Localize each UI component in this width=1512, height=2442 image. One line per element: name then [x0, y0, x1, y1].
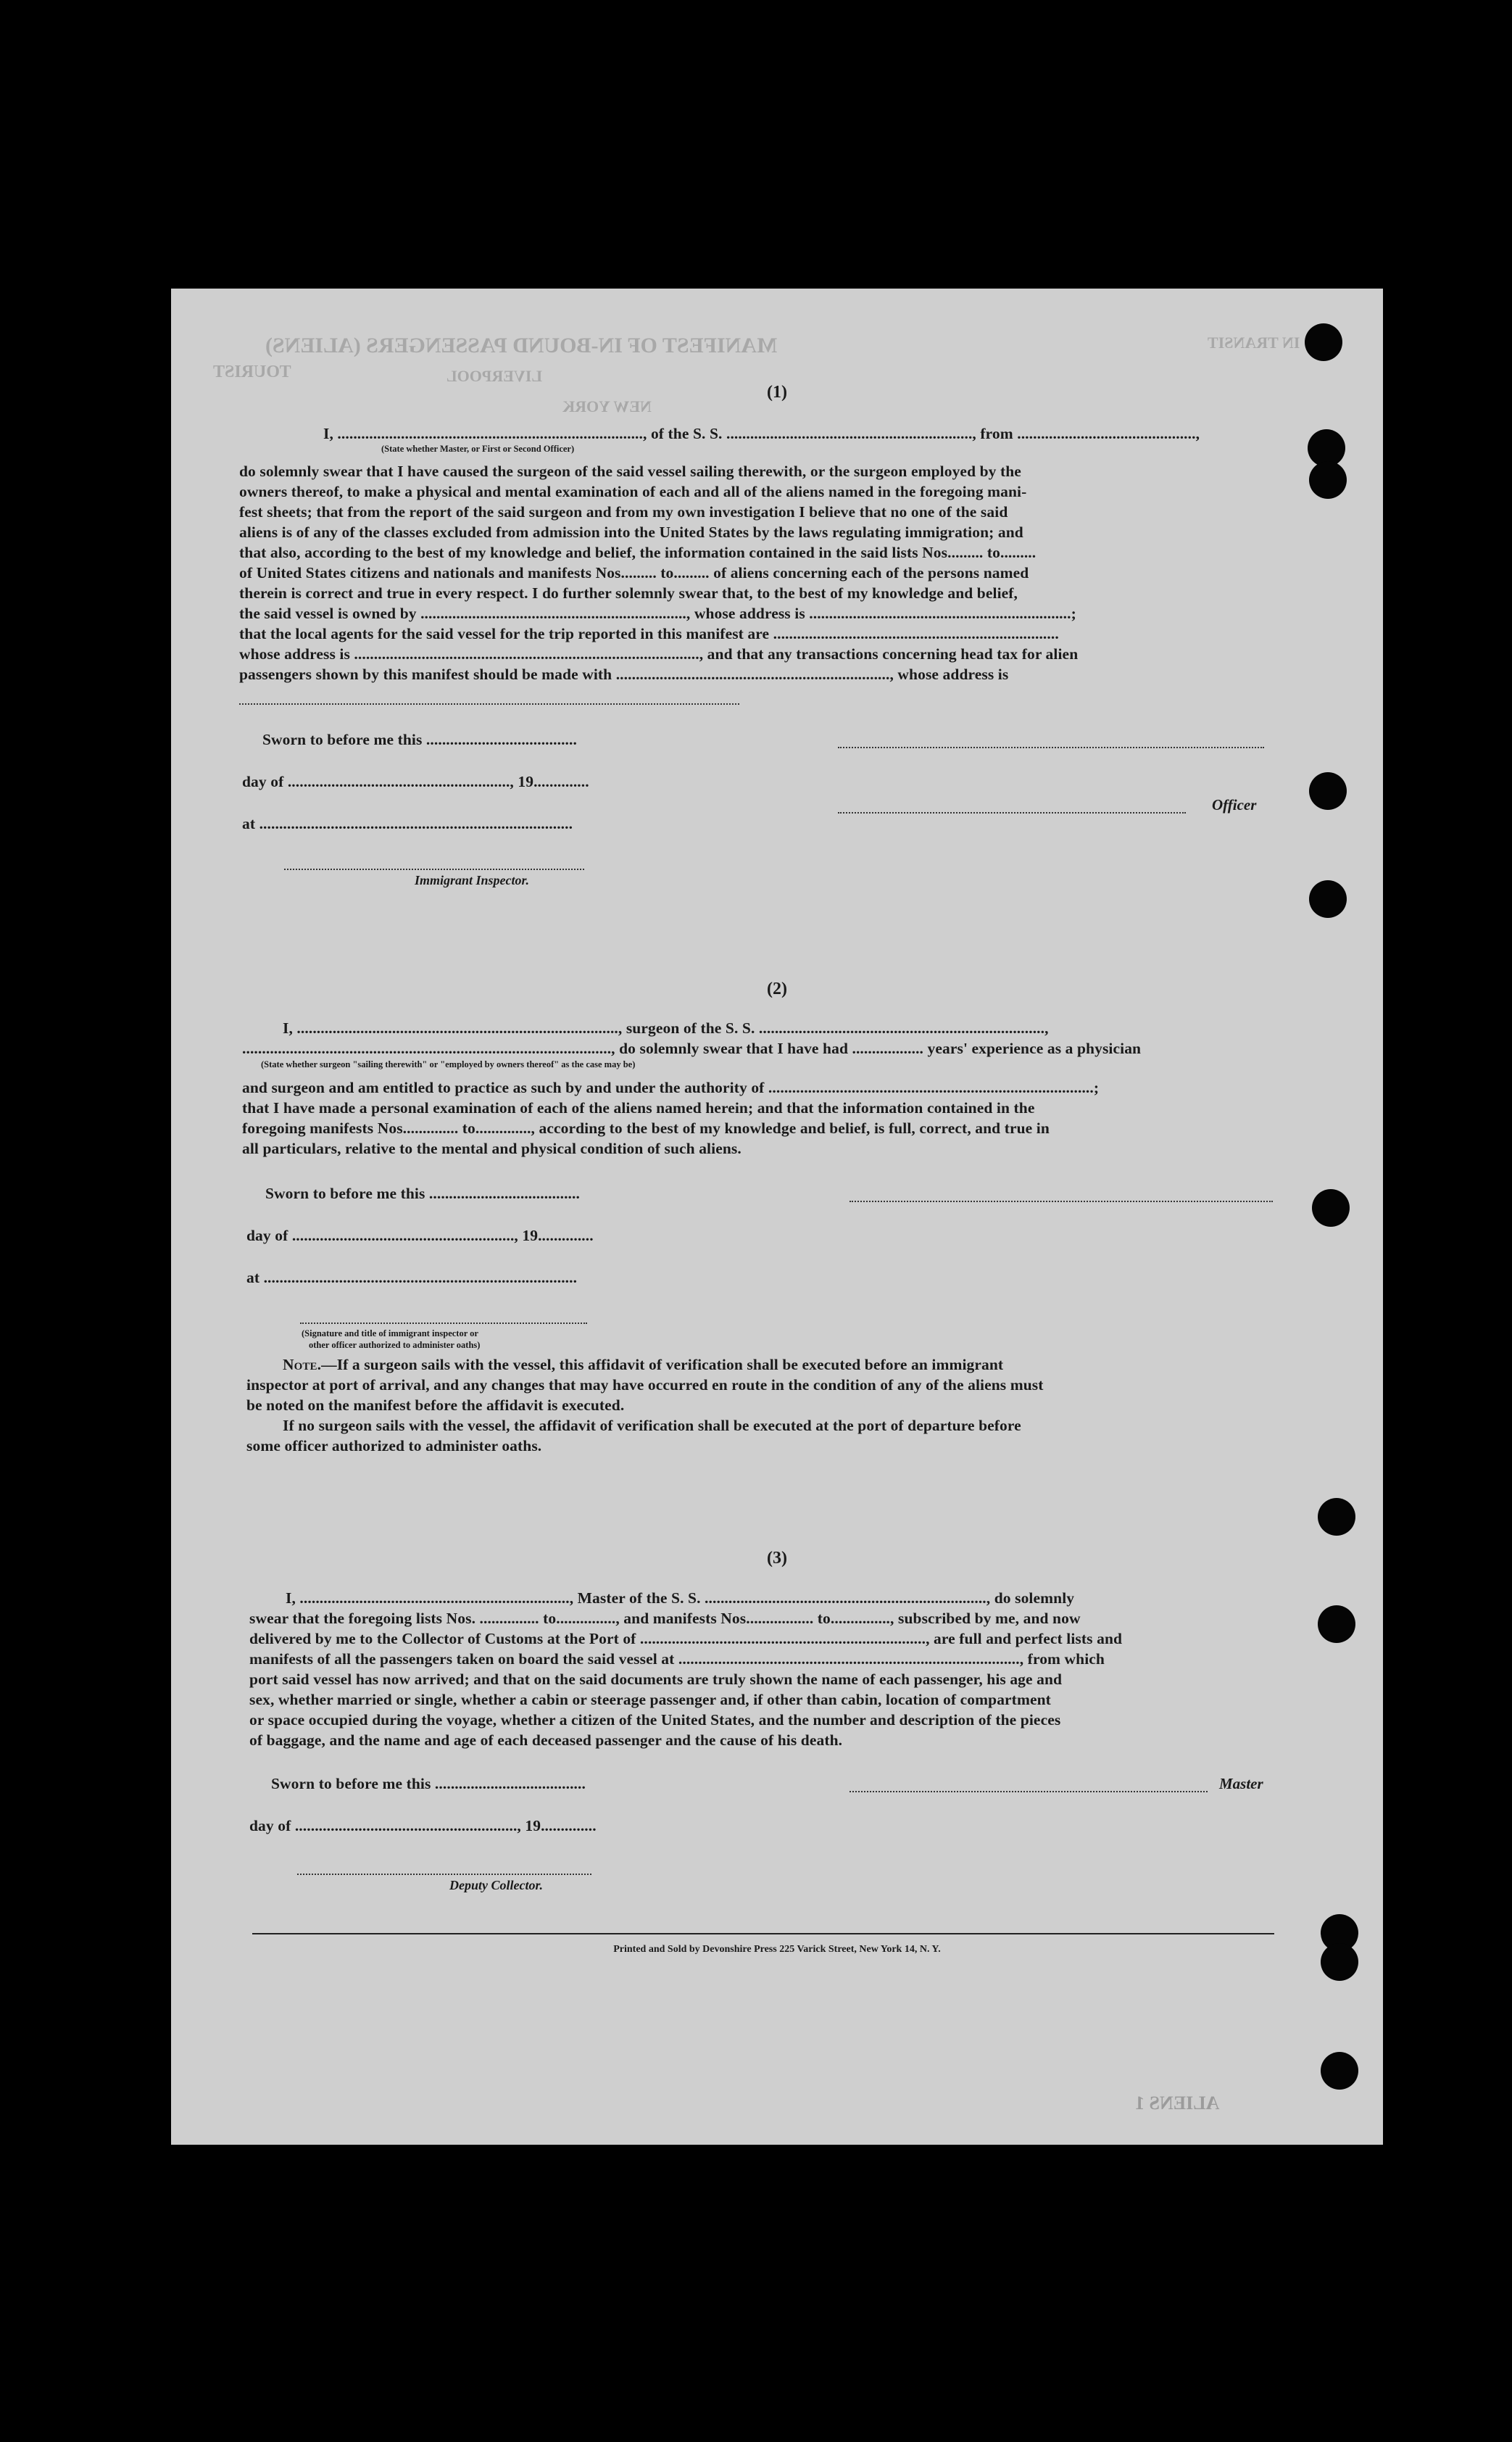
section1-body-line: whose address is ......................................................................................., and that any transactions concerning head tax for alien [239, 645, 1079, 663]
printer-imprint: Printed and Sold by Devonshire Press 225 Varick Street, New York 14, N. Y. [613, 1944, 941, 1955]
section3-body-line: swear that the foregoing lists Nos. ............... to..............., and manifests Nos................. to..............., subscribed by me, and now [249, 1610, 1081, 1627]
section3-body-line: delivered by me to the Collector of Customs at the Port of ........................................................................, are full and perfect lists and [249, 1630, 1123, 1647]
punch-hole [1309, 772, 1347, 810]
section3-body-line: manifests of all the passengers taken on board the said vessel at ......................................................................................, from which [249, 1650, 1105, 1668]
section2-note: (State whether surgeon "sailing therewith" or "employed by owners thereof" as the case may be) [261, 1059, 636, 1069]
section3-collector-line [297, 1874, 591, 1875]
section1-note: (State whether Master, or First or Second Officer) [381, 444, 575, 454]
section1-body-line: that the local agents for the said vessel for the trip reported in this manifest are ........................................................................ [239, 625, 1059, 642]
section3-master-line [850, 1791, 1208, 1792]
section3-sworn: Sworn to before me this ...................................... [271, 1775, 586, 1792]
section2-number: (2) [767, 980, 787, 998]
section2-note-line [283, 1356, 1003, 1374]
section2-at: at ............................................................................... [246, 1269, 578, 1286]
section3-body-line: port said vessel has now arrived; and that on the said documents are truly shown the name of each passenger, his age and [249, 1671, 1063, 1688]
section1-day: day of ........................................................, 19.............. [242, 773, 589, 790]
bleed-through-port: NEW YORK [562, 397, 652, 415]
section1-inspector-line [284, 869, 584, 870]
section1-body-line: aliens is of any of the classes excluded from admission into the United States by the laws regulating immigration; and [239, 523, 1023, 541]
note-label: Note. [283, 1356, 322, 1373]
punch-hole [1312, 1189, 1350, 1227]
punch-hole [1318, 1605, 1355, 1643]
section1-officer-label: Officer [1212, 796, 1257, 814]
bleed-through-class: TOURIST [213, 363, 291, 381]
section3-number: (3) [767, 1549, 787, 1568]
punch-hole [1321, 2052, 1358, 2090]
bleed-through-title: MANIFEST OF IN-BOUND PASSENGERS (ALIENS) [265, 334, 778, 357]
punch-hole [1309, 461, 1347, 499]
section1-sworn: Sworn to before me this ...................................... [262, 731, 577, 748]
section1-officer-line [838, 812, 1186, 814]
section1-signature-line [838, 747, 1264, 748]
section1-fill-line [239, 703, 739, 705]
section3-master-label: Master [1219, 1775, 1263, 1792]
punch-hole [1305, 323, 1342, 361]
section2-inspector-line [300, 1323, 587, 1324]
section2-body-line: that I have made a personal examination of each of the aliens named herein; and that the information contained in the [242, 1099, 1035, 1117]
section1-at: at ............................................................................... [242, 815, 573, 832]
section3-body-line: or space occupied during the voyage, whether a citizen of the United States, and the number and description of the pieces [249, 1711, 1061, 1729]
section2-line2: ............................................................................................., do solemnly swear that I have had .................. years' experience as a physician [242, 1040, 1142, 1057]
note-text: —If a surgeon sails with the vessel, this affidavit of verification shall be executed before an immigrant [321, 1356, 1004, 1373]
footer-rule [252, 1933, 1274, 1934]
section2-body-line: all particulars, relative to the mental and physical condition of such aliens. [242, 1140, 742, 1157]
section3-collector-label: Deputy Collector. [449, 1878, 543, 1892]
section3-body-line: I, ...................................................................., Master of the S. S. ......................................................................., do solemnly [286, 1589, 1075, 1607]
section1-inspector-label: Immigrant Inspector. [415, 873, 530, 887]
section1-body-line: of United States citizens and nationals and manifests Nos......... to......... of aliens concerning each of the persons named [239, 564, 1029, 581]
punch-hole [1321, 1943, 1358, 1981]
bleed-through-stamp: ALIENS 1 [1135, 2093, 1220, 2114]
section1-body-line: that also, according to the best of my knowledge and belief, the information contained in the said lists Nos......... to......... [239, 544, 1037, 561]
bleed-through-from-port: LIVERPOOL [446, 367, 543, 385]
section2-body-line: and surgeon and am entitled to practice as such by and under the authority of ..................................................................................; [242, 1079, 1100, 1096]
punch-hole [1318, 1498, 1355, 1536]
section3-day: day of ........................................................, 19.............. [249, 1817, 597, 1834]
section2-body-line: foregoing manifests Nos.............. to.............., according to the best of my knowledge and belief, is full, correct, and true in [242, 1119, 1050, 1137]
punch-hole [1309, 880, 1347, 918]
section2-line1: I, ................................................................................., surgeon of the S. S. ........................................................................, [283, 1019, 1049, 1037]
section3-body-line: of baggage, and the name and age of each deceased passenger and the cause of his death. [249, 1731, 843, 1749]
section2-note-line: inspector at port of arrival, and any changes that may have occurred en route in the condition of any of the aliens must [246, 1376, 1044, 1394]
section2-note-line: some officer authorized to administer oaths. [246, 1437, 542, 1454]
section1-body-line: the said vessel is owned by ..................................................................., whose address is ..................................................................; [239, 605, 1076, 622]
bleed-through-in-transit: IN TRANSIT [1208, 334, 1300, 352]
section2-day: day of ........................................................, 19.............. [246, 1227, 594, 1244]
section2-note-line: If no surgeon sails with the vessel, the affidavit of verification shall be executed at the port of departure before [283, 1417, 1021, 1434]
section3-body-line: sex, whether married or single, whether a cabin or steerage passenger and, if other than cabin, location of compartment [249, 1691, 1051, 1708]
section1-body-line: therein is correct and true in every respect. I do further solemnly swear that, to the best of my knowledge and belief, [239, 584, 1018, 602]
section1-body-line: owners thereof, to make a physical and mental examination of each and all of the aliens named in the foregoing mani- [239, 483, 1027, 500]
section1-line1: I, ............................................................................., of the S. S. .............................................................., from ............................................., [323, 425, 1200, 442]
section1-body-line: do solemnly swear that I have caused the surgeon of the said vessel sailing therewith, or the surgeon employed by the [239, 463, 1021, 480]
section2-note-line: be noted on the manifest before the affidavit is executed. [246, 1396, 625, 1414]
section2-sig-note: (Signature and title of immigrant inspector or [302, 1328, 478, 1338]
document-page [171, 289, 1383, 2145]
section1-body-line: fest sheets; that from the report of the said surgeon and from my own investigation I believe that no one of the said [239, 503, 1008, 521]
section2-sig-note: other officer authorized to administer oaths) [309, 1340, 481, 1350]
section1-number: (1) [767, 383, 787, 402]
section2-sworn: Sworn to before me this ...................................... [265, 1185, 580, 1202]
section2-signature-line [850, 1201, 1273, 1202]
section1-body-line: passengers shown by this manifest should be made with ....................................................................., whose address is [239, 666, 1009, 683]
